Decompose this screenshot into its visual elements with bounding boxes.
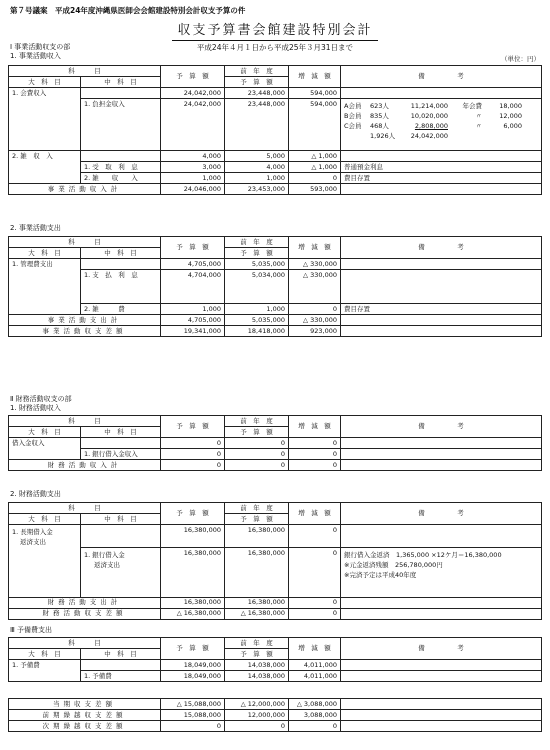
col-header-budget: 予 算 額 — [161, 416, 225, 438]
col-header-change: 増 減 額 — [289, 416, 341, 438]
row-major-label: 1. 会費収入 — [9, 88, 81, 99]
remark-line: 銀行借入金返済 1,365,000 ×12ケ月＝16,380,000 — [344, 550, 502, 559]
col-header-subject: 科 目 — [9, 416, 161, 427]
cell-budget: 4,705,000 — [161, 259, 225, 270]
fiscal-period: 平成24年４月１日から平成25年３月31日まで — [196, 43, 354, 52]
cell-budget: 16,380,000 — [161, 597, 225, 608]
cell-change: 0 — [289, 173, 341, 184]
row-minor-label: 1. 銀行借入金収入 — [81, 449, 161, 460]
cell-prev: 1,000 — [225, 304, 289, 315]
col-header-budget: 予 算 額 — [161, 237, 225, 259]
business-income-table — [8, 65, 542, 195]
row-minor-label: 1. 負担金収入 — [81, 99, 161, 151]
cell-budget: 1,000 — [161, 304, 225, 315]
finance-income-table — [8, 415, 542, 471]
col-header-prev-budget: 予 算 額 — [225, 427, 289, 438]
total-label: 事業活動支出計 — [9, 315, 161, 326]
cell-budget: 19,341,000 — [161, 326, 225, 337]
col-header-remarks: 備 考 — [341, 416, 542, 438]
cell-change: 0 — [289, 525, 341, 548]
remark-line: A会員 623人 11,214,000 年会費 18,000 — [344, 102, 522, 110]
cell-budget: △ 15,088,000 — [161, 699, 225, 710]
cell-prev: 23,448,000 — [225, 88, 289, 99]
remark-line: ※元金返済残額 256,780,000円 — [344, 560, 443, 569]
cell-change: 0 — [289, 547, 341, 597]
cell-budget: 3,000 — [161, 162, 225, 173]
cell-budget: △ 16,380,000 — [161, 608, 225, 619]
carryover-out-label: 次期繰越収支差額 — [9, 721, 161, 732]
total-label: 事業活動収入計 — [9, 184, 161, 195]
col-header-major: 大 科 目 — [9, 649, 81, 660]
cell-budget: 4,705,000 — [161, 315, 225, 326]
row-minor-label: 1. 受 取 利 息 — [81, 162, 161, 173]
cell-prev: 0 — [225, 438, 289, 449]
col-header-minor: 中 科 目 — [81, 248, 161, 259]
col-header-budget: 予 算 額 — [161, 638, 225, 660]
col-header-remarks: 備 考 — [341, 66, 542, 88]
col-header-major: 大 科 目 — [9, 514, 81, 525]
cell-change: 0 — [289, 608, 341, 619]
col-header-major: 大 科 目 — [9, 77, 81, 88]
cell-prev: 23,453,000 — [225, 184, 289, 195]
cell-change: △ 3,088,000 — [289, 699, 341, 710]
col-header-subject: 科 目 — [9, 66, 161, 77]
subsection-heading: 1. 財務活動収入 — [10, 404, 61, 412]
cell-budget: 24,046,000 — [161, 184, 225, 195]
cell-budget: 0 — [161, 438, 225, 449]
row-major-label: 1. 管理費支出 — [9, 259, 81, 270]
cell-change: △ 330,000 — [289, 270, 341, 304]
subsection-heading: 2. 財務活動支出 — [10, 490, 61, 498]
col-header-minor: 中 科 目 — [81, 427, 161, 438]
cell-prev: △ 12,000,000 — [225, 699, 289, 710]
cell-change: △ 330,000 — [289, 315, 341, 326]
cell-budget: 18,049,000 — [161, 660, 225, 671]
col-header-prev-budget: 予 算 額 — [225, 248, 289, 259]
cell-budget: 15,088,000 — [161, 710, 225, 721]
title-underline — [172, 40, 378, 41]
cell-budget: 1,000 — [161, 173, 225, 184]
cell-budget: 0 — [161, 460, 225, 471]
cell-remark: 普通預金利息 — [341, 162, 542, 173]
cell-change: 4,011,000 — [289, 660, 341, 671]
cell-prev: 0 — [225, 460, 289, 471]
remark-line: 1,926人 24,042,000 — [370, 132, 448, 140]
section-heading: Ⅰ 事業活動収支の部 — [10, 43, 71, 51]
col-header-prev-year: 前 年 度 — [225, 503, 289, 514]
cell-change: △ 1,000 — [289, 151, 341, 162]
current-balance-label: 当期収支差額 — [9, 699, 161, 710]
membership-remarks — [341, 99, 542, 151]
col-header-change: 増 減 額 — [289, 638, 341, 660]
section-heading: Ⅱ 財務活動収支の部 — [10, 395, 72, 403]
finance-expense-table — [8, 502, 542, 620]
cell-prev: 14,038,000 — [225, 660, 289, 671]
cell-budget: 24,042,000 — [161, 99, 225, 151]
cell-budget: 4,704,000 — [161, 270, 225, 304]
col-header-prev-year: 前 年 度 — [225, 237, 289, 248]
col-header-prev-budget: 予 算 額 — [225, 77, 289, 88]
cell-change: 923,000 — [289, 326, 341, 337]
cell-change: △ 330,000 — [289, 259, 341, 270]
cell-prev: 16,380,000 — [225, 547, 289, 597]
col-header-change: 増 減 額 — [289, 237, 341, 259]
total-label: 財務活動支出計 — [9, 597, 161, 608]
row-major-label: 借入金収入 — [9, 438, 81, 449]
cell-budget: 0 — [161, 449, 225, 460]
subsection-heading: 1. 事業活動収入 — [10, 52, 61, 60]
cell-remark: 費目存置 — [341, 173, 542, 184]
col-header-minor: 中 科 目 — [81, 649, 161, 660]
cell-remark: 費目存置 — [341, 304, 542, 315]
difference-label: 財務活動収支差額 — [9, 608, 161, 619]
cell-prev: 0 — [225, 449, 289, 460]
cell-change: 0 — [289, 721, 341, 732]
col-header-prev-year: 前 年 度 — [225, 416, 289, 427]
cell-change: △ 1,000 — [289, 162, 341, 173]
cell-prev: 5,035,000 — [225, 259, 289, 270]
cell-prev: 12,000,000 — [225, 710, 289, 721]
cell-prev: 16,380,000 — [225, 597, 289, 608]
cell-budget: 24,042,000 — [161, 88, 225, 99]
col-header-minor: 中 科 目 — [81, 77, 161, 88]
cell-prev: △ 16,380,000 — [225, 608, 289, 619]
cell-prev: 16,380,000 — [225, 525, 289, 548]
col-header-subject: 科 目 — [9, 237, 161, 248]
remark-line: B会員 835人 10,020,000 〃 12,000 — [344, 112, 522, 120]
document-title: 収支予算書会館建設特別会計 — [177, 23, 373, 38]
col-header-prev-year: 前 年 度 — [225, 638, 289, 649]
row-minor-label: 1. 銀行借入金 返済支出 — [81, 547, 161, 597]
col-header-budget: 予 算 額 — [161, 66, 225, 88]
cell-change: 593,000 — [289, 184, 341, 195]
col-header-remarks: 備 考 — [341, 237, 542, 259]
summary-table — [8, 698, 542, 732]
remark-line: ※完済予定は平成40年度 — [344, 570, 417, 579]
row-minor-label: 1. 支 払 利 息 — [81, 270, 161, 304]
col-header-major: 大 科 目 — [9, 427, 81, 438]
col-header-prev-budget: 予 算 額 — [225, 514, 289, 525]
cell-change: 0 — [289, 304, 341, 315]
cell-budget: 16,380,000 — [161, 547, 225, 597]
cell-change: 3,088,000 — [289, 710, 341, 721]
row-major-label: 1. 長期借入金 返済支出 — [9, 525, 81, 548]
cell-budget: 16,380,000 — [161, 525, 225, 548]
difference-label: 事業活動収支差額 — [9, 326, 161, 337]
col-header-change: 増 減 額 — [289, 66, 341, 88]
cell-prev: 1,000 — [225, 173, 289, 184]
cell-change: 0 — [289, 449, 341, 460]
cell-prev: 23,448,000 — [225, 99, 289, 151]
row-minor-label: 2. 雑 収 入 — [81, 173, 161, 184]
cell-budget: 18,049,000 — [161, 671, 225, 682]
cell-change: 594,000 — [289, 99, 341, 151]
row-major-label: 1. 予備費 — [9, 660, 81, 671]
col-header-subject: 科 目 — [9, 503, 161, 514]
row-minor-label: 2. 雑 費 — [81, 304, 161, 315]
col-header-prev-budget: 予 算 額 — [225, 649, 289, 660]
col-header-subject: 科 目 — [9, 638, 161, 649]
col-header-minor: 中 科 目 — [81, 514, 161, 525]
row-minor-label: 1. 予備費 — [81, 671, 161, 682]
reserve-table — [8, 637, 542, 682]
cell-change: 0 — [289, 460, 341, 471]
cell-prev: 5,034,000 — [225, 270, 289, 304]
cell-prev: 18,418,000 — [225, 326, 289, 337]
cell-prev: 14,038,000 — [225, 671, 289, 682]
agenda-title: 第７号議案 平成24年度沖縄県医師会会館建設特別会計収支予算の件 — [10, 6, 246, 15]
subsection-heading: 2. 事業活動支出 — [10, 224, 61, 232]
total-label: 財務活動収入計 — [9, 460, 161, 471]
cell-prev: 0 — [225, 721, 289, 732]
cell-prev: 5,035,000 — [225, 315, 289, 326]
col-header-change: 増 減 額 — [289, 503, 341, 525]
cell-change: 594,000 — [289, 88, 341, 99]
cell-prev: 5,000 — [225, 151, 289, 162]
business-expense-table — [8, 236, 542, 337]
col-header-budget: 予 算 額 — [161, 503, 225, 525]
cell-change: 4,011,000 — [289, 671, 341, 682]
col-header-remarks: 備 考 — [341, 503, 542, 525]
row-major-label: 2. 雑 収 入 — [9, 151, 81, 162]
section-heading: Ⅲ 予備費支出 — [10, 626, 53, 634]
col-header-prev-year: 前 年 度 — [225, 66, 289, 77]
cell-change: 0 — [289, 597, 341, 608]
cell-budget: 0 — [161, 721, 225, 732]
loan-remarks — [341, 547, 542, 597]
remark-line: C会員 468人 2,808,000 〃 6,000 — [344, 122, 522, 130]
carryover-in-label: 前期繰越収支差額 — [9, 710, 161, 721]
cell-change: 0 — [289, 438, 341, 449]
col-header-remarks: 備 考 — [341, 638, 542, 660]
unit-label: （単位：円） — [501, 55, 540, 63]
cell-prev: 4,000 — [225, 162, 289, 173]
cell-budget: 4,000 — [161, 151, 225, 162]
col-header-major: 大 科 目 — [9, 248, 81, 259]
